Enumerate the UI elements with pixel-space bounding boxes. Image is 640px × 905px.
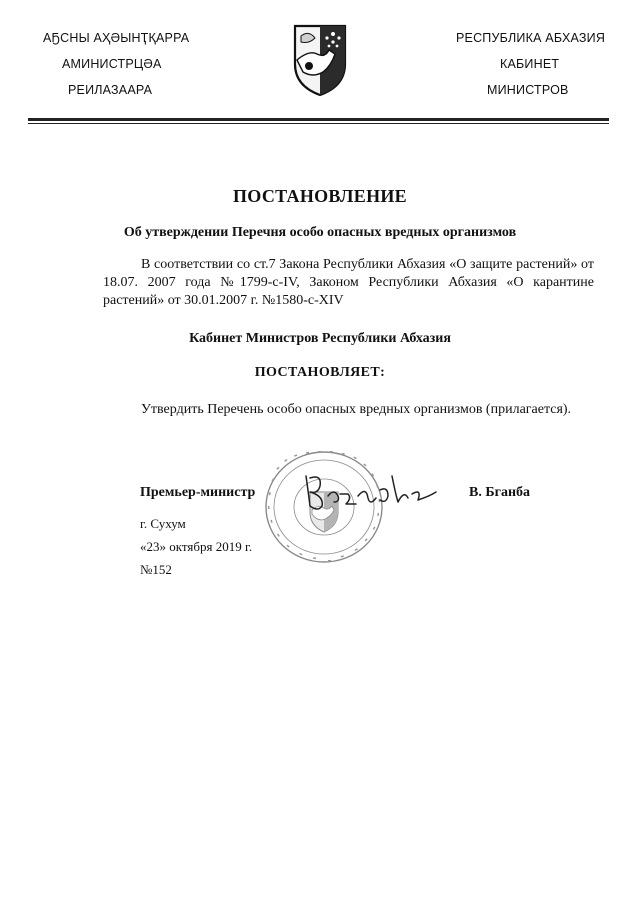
header-rule-thin [28, 123, 609, 124]
document-place: г. Сухум [140, 516, 186, 531]
handwritten-signature-icon [300, 466, 440, 516]
letterhead-left-line-1: АҔСНЫ АҲӘЫНҬҚАРРА [43, 31, 190, 45]
header-rule-thick [28, 118, 609, 121]
resolves-line: ПОСТАНОВЛЯЕТ: [254, 365, 386, 380]
signatory-name: В. Бганба [469, 485, 531, 500]
document-number: №152 [140, 562, 172, 577]
clause-paragraph: Утвердить Перечень особо опасных вредных организмов (прилагается). [141, 402, 572, 417]
document-title: ПОСТАНОВЛЕНИЕ [233, 186, 407, 206]
preamble-paragraph: В соответствии со ст.7 Закона Республики Абхазия «О защите растений» от 18.07. 2007 года №1799-с-IV, Законом Республики Абхазия «О карантине растений» от 30.01.2007 г. №1580-с-XIV [103, 257, 594, 308]
letterhead-left-line-3: РЕИЛАЗААРА [68, 83, 153, 97]
document-subject: Об утверждении Перечня особо опасных вредных организмов [123, 225, 517, 240]
letterhead-right-line-3: МИНИСТРОВ [487, 83, 569, 97]
letterhead-left-line-2: АМИНИСТРЦӘА [62, 57, 162, 71]
letterhead-right-line-1: РЕСПУБЛИКА АБХАЗИЯ [456, 31, 606, 45]
state-emblem-icon [287, 20, 353, 98]
document-date: «23» октября 2019 г. [140, 539, 253, 554]
letterhead-right-line-2: КАБИНЕТ [500, 57, 560, 71]
signatory-position: Премьер-министр [140, 485, 256, 500]
issuer-line: Кабинет Министров Республики Абхазия [189, 331, 451, 346]
